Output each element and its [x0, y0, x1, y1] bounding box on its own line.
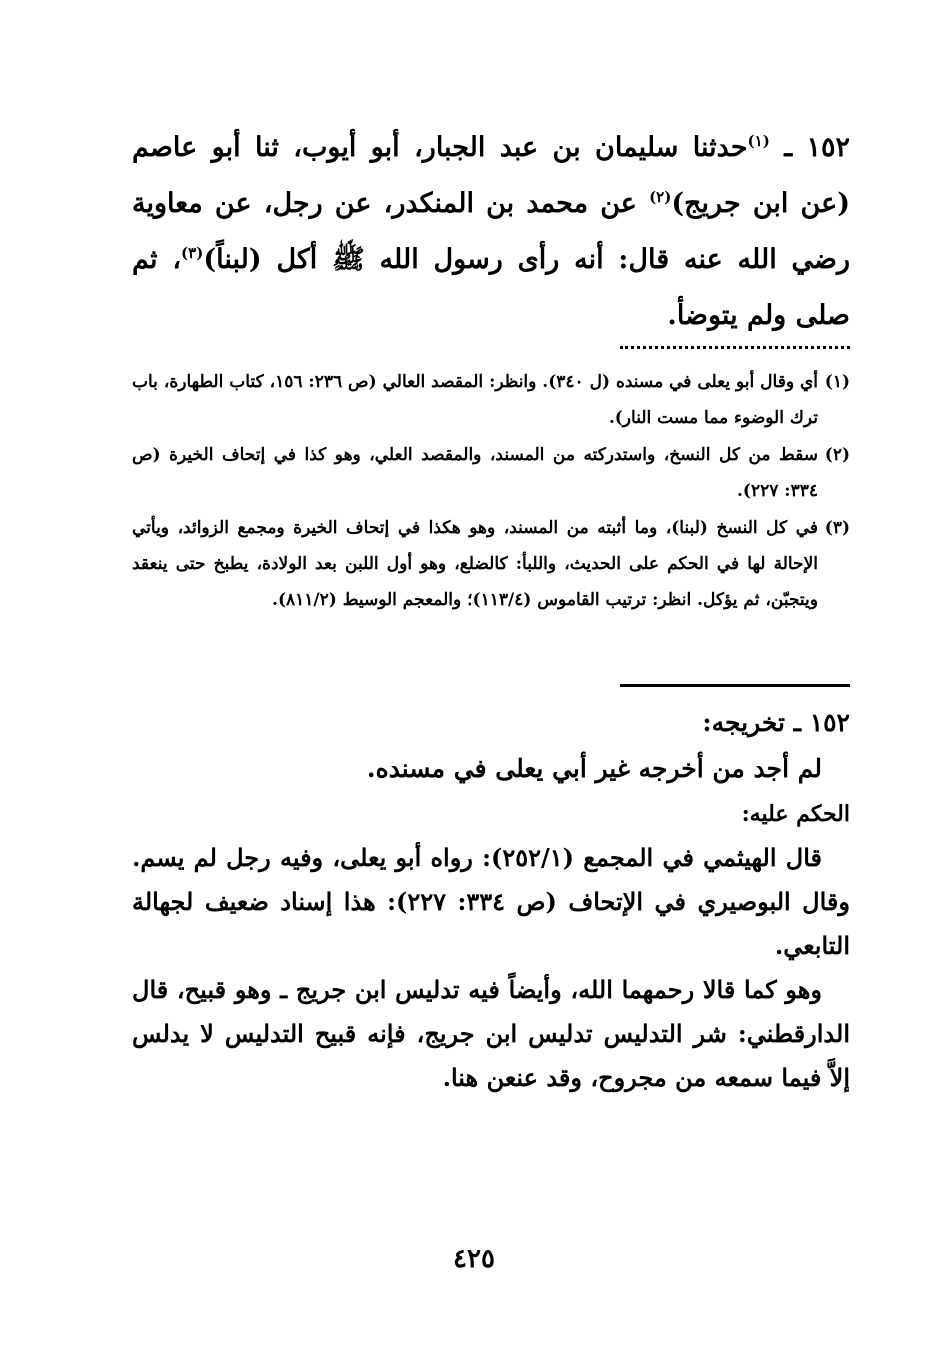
hukm-paragraph-1: قال الهيثمي في المجمع (٢٥٢/١): رواه أبو يعلى، وفيه رجل لم يسم. وقال البوصيري في الإتحاف (ص ٣٣٤: ٢٢٧): هذا إسناد ضعيف لجهالة التابعي.: [132, 843, 850, 960]
footnote-separator-dots: [620, 340, 850, 349]
footnote-number: (١): [824, 372, 850, 392]
footnote-2: [132, 437, 850, 509]
hadith-number: ١٥٢ ـ: [784, 132, 850, 163]
footnote-number: (٢): [824, 445, 850, 465]
hadith-text-part-2: عن محمد بن المنكدر، عن رجل، عن معاوية رضي الله عنه قال: أنه رأى رسول الله ﷺ أكل (لبناً): [132, 188, 851, 275]
footnote-number: (٣): [824, 518, 850, 538]
section-divider: [620, 684, 850, 687]
footnote-1: [132, 364, 850, 436]
footnotes-list: [132, 364, 850, 619]
footnote-marker-1: (١): [747, 132, 770, 150]
footnote-text: في كل النسخ (لبنا)، وما أثبته من المسند، وهو هكذا في إتحاف الخيرة ومجمع الزوائد، ويأتي الإحالة لها في الحكم على الحديث، واللبأ: كالضلع، وهو أول اللبن بعد الولادة، يطبخ حتى ينعقد ويتجبّن، ثم يؤكل. انظر: ترتيب القاموس (١١٣/٤)؛ والمعجم الوسيط (٨١١/٢).: [132, 518, 818, 610]
hukm-paragraph-2: وهو كما قالا رحمهما الله، وأيضاً فيه تدليس ابن جريج ـ وهو قبيح، قال الدارقطني: شر التدليس تدليس ابن جريج، فإنه قبيح التدليس لا يدلس إلاَّ فيما سمعه من مجروح، وقد عنعن هنا.: [132, 975, 850, 1092]
footnote-marker-3: (٣): [181, 244, 204, 262]
hadith-text-part-1: حدثنا سليمان بن عبد الجبار، أبو أيوب، ثنا أبو عاصم (عن ابن جريج): [132, 132, 850, 219]
hadith-text-part-3: ، ثم صلى ولم يتوضأ.: [132, 244, 850, 331]
takhrij-text: لم أجد من أخرجه غير أبي يعلى في مسنده.: [366, 754, 822, 783]
hadith-text: [132, 120, 850, 344]
takhrij-heading: ١٥٢ ـ تخريجه:: [702, 708, 850, 737]
footnote-text: سقط من كل النسخ، واستدركته من المسند، والمقصد العلي، وهو كذا في إتحاف الخيرة (ص ٣٣٤: ٢٢٧).: [132, 445, 818, 501]
hukm-heading: الحكم عليه:: [741, 801, 850, 827]
hukm-section: [132, 792, 850, 1100]
page-number: ٤٢٥: [453, 1244, 495, 1274]
footnote-3: [132, 510, 850, 618]
footnote-marker-2: (٢): [649, 188, 672, 206]
takhrij-section: [132, 700, 850, 792]
footnote-text: أي وقال أبو يعلى في مسنده (ل ٣٤٠). وانظر: المقصد العالي (ص ٢٣٦: ١٥٦، كتاب الطهارة، باب ترك الوضوء مما مست النار).: [132, 372, 819, 428]
